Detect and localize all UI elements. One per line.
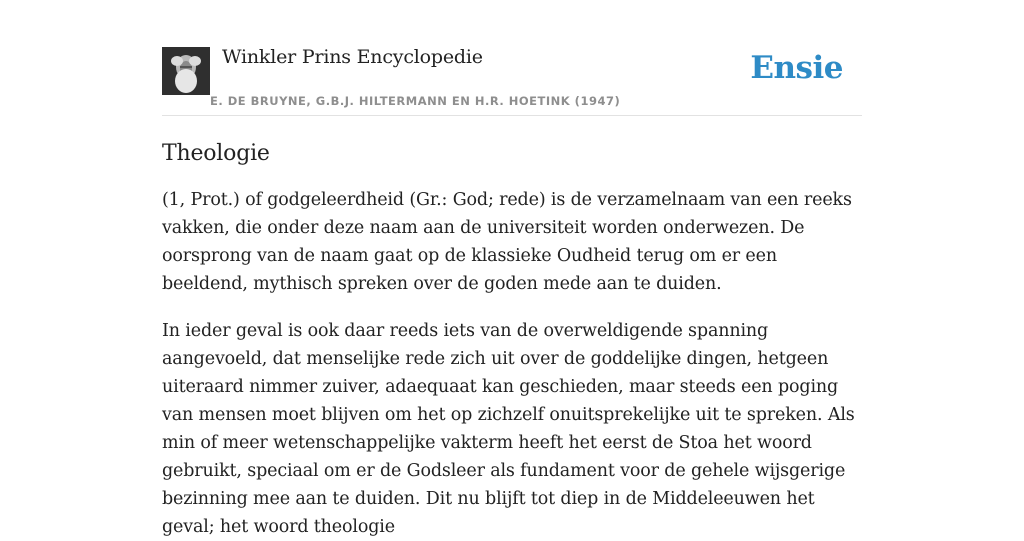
site-title[interactable]: Winkler Prins Encyclopedie <box>222 46 483 68</box>
brand-logo[interactable]: Ensie <box>750 50 843 86</box>
source-authors: E. DE BRUYNE, G.B.J. HILTERMANN EN H.R. HOETINK (1947) <box>210 94 621 108</box>
page <box>162 0 862 537</box>
header <box>162 0 862 116</box>
author-portrait-icon[interactable] <box>162 47 210 95</box>
article-paragraph: In ieder geval is ook daar reeds iets van de overweldigende spanning aangevoeld, dat menselijke rede zich uit over de goddelijke dingen, hetgeen uiteraard nimmer zuiver, adaequaat kan geschieden, maar steeds een poging van mensen moet blijven om het op zichzelf onuitsprekelijke uit te spreken. Als min of meer wetenschappelijke vakterm heeft het eerst de Stoa het woord gebruikt, speciaal om er de Godsleer als fundament voor de gehele wijsgerige bezinning mee aan te duiden. Dit nu blijft tot diep in de Middeleeuwen het geval; het woord theologie <box>162 321 855 537</box>
article-paragraph: (1, Prot.) of godgeleerdheid (Gr.: God; rede) is de verzamelnaam van een reeks vakken, die onder deze naam aan de universiteit worden onderwezen. De oorsprong van de naam gaat op de klassieke Oudheid terug om er een beeldend, mythisch spreken over de goden mede aan te duiden. <box>162 190 852 294</box>
article-title: Theologie <box>162 141 270 166</box>
